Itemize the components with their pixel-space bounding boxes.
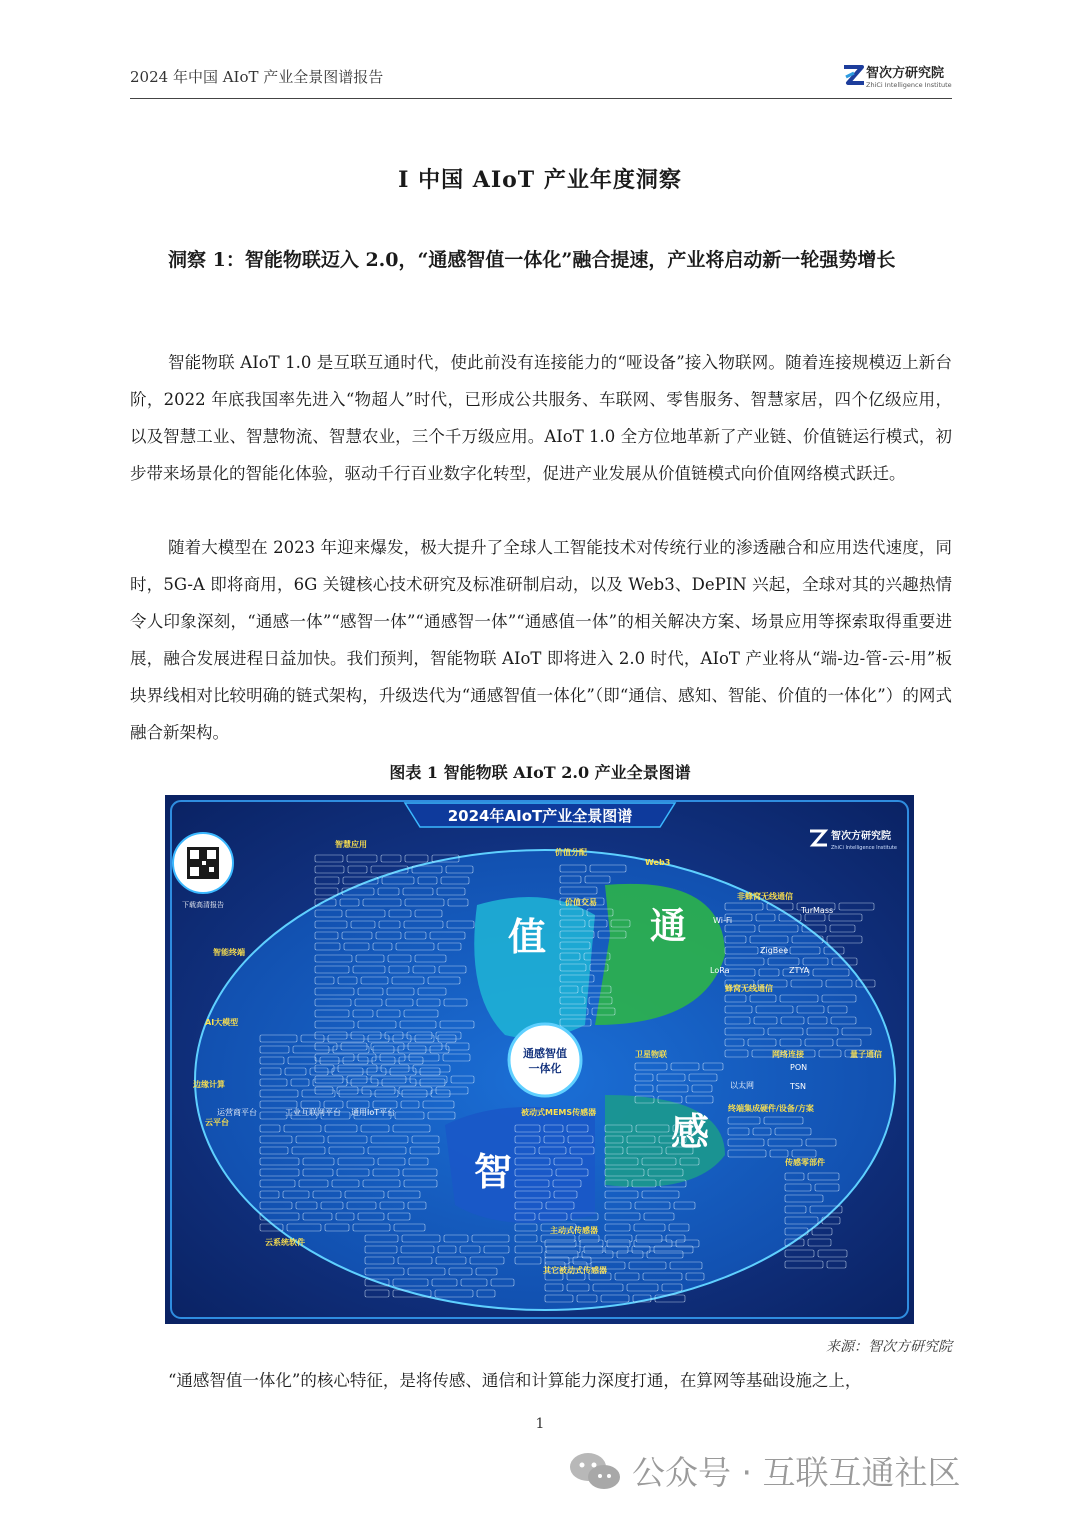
label-satellite: 卫星物联 bbox=[635, 1050, 667, 1059]
label-smart-hw: 智能终端 bbox=[213, 948, 245, 957]
label-ztya: ZTYA bbox=[789, 966, 810, 975]
comm-label: 通 bbox=[649, 906, 687, 947]
body-paragraph-3: “通感智值一体化”的核心特征，是将传感、通信和计算能力深度打通，在算网等基础设施之上， bbox=[168, 1371, 862, 1390]
logo-name: 智次方研究院 bbox=[866, 66, 945, 81]
label-ai-model: AI大模型 bbox=[205, 1018, 239, 1027]
institute-logo-icon bbox=[842, 63, 866, 89]
qr-label: 下载高清报告 bbox=[182, 901, 224, 909]
intel-label: 智 bbox=[473, 1150, 513, 1194]
figure-source: 来源：智次方研究院 bbox=[826, 1339, 952, 1355]
label-quantum: 量子通信 bbox=[850, 1050, 882, 1059]
wechat-watermark bbox=[566, 1445, 1046, 1495]
label-lora: LoRa bbox=[710, 966, 730, 975]
logo-tagline: ZhiCi Intelligence Institute bbox=[866, 81, 952, 89]
label-op-platform: 运营商平台 bbox=[217, 1108, 257, 1117]
body-paragraph-1: 智能物联 AIoT 1.0 是互联互通时代，使此前没有连接能力的“哑设备”接入物联网。随着连接规模迈上新台阶，2022 年底我国率先进入“物超人”时代，已形成公共服务、车联网、零售服务、智慧家居，四个亿级应用，以及智慧工业、智慧物流、智慧农业，三个千万级应用。AIoT 1.0 全方位地革新了产业链、价值链运行模式，初步带来场景化的智能化体验，驱动千行百业数字化转型，促进产业发展从价值链模式向价值网络模式跃迁。 bbox=[130, 353, 952, 483]
value-label: 值 bbox=[507, 915, 547, 959]
center-line-2: 一体化 bbox=[528, 1062, 562, 1075]
institute-logo bbox=[842, 60, 952, 94]
section-title: I 中国 AIoT 产业年度洞察 bbox=[398, 167, 682, 193]
label-lpwan: 非蜂窝无线通信 bbox=[737, 892, 793, 901]
document-title: 2024 年中国 AIoT 产业全景图谱报告 bbox=[130, 68, 384, 86]
body-paragraph-2: 随着大模型在 2023 年迎来爆发，极大提升了全球人工智能技术对传统行业的渗透融合和应用迭代速度，同时，5G-A 即将商用，6G 关键核心技术研究及标准研制启动，以及 Web3、DePIN 兴起，全球对其的兴趣热情令人印象深刻，“通感一体”“感智一体”“通感智一体”“通感值一体”的相关解决方案、场景应用等探索取得重要进展，融合发展进程日益加快。我们预判，智能物联 AIoT 即将进入 2.0 时代，AIoT 产业将从“端-边-管-云-用”板块界线相对比较明确的链式架构，升级迭代为“通感智值一体化”（即“通信、感知、智能、价值的一体化”）的网式融合新架构。 bbox=[130, 538, 952, 742]
figure-logo-name: 智次方研究院 bbox=[831, 831, 891, 842]
map-title: 2024年AIoT产业全景图谱 bbox=[447, 807, 633, 825]
label-smart-app: 智慧应用 bbox=[335, 840, 367, 849]
label-terminal: 终端集成硬件/设备/方案 bbox=[728, 1104, 814, 1113]
sense-label: 感 bbox=[670, 1110, 710, 1154]
watermark-text: 公众号 · 互联互通社区 bbox=[632, 1453, 961, 1492]
label-other-sensor: 其它被动式传感器 bbox=[543, 1266, 607, 1275]
label-tsn: TSN bbox=[790, 1082, 806, 1091]
label-ethernet: 以太网 bbox=[730, 1081, 754, 1090]
page-header bbox=[130, 58, 952, 99]
label-pon: PON bbox=[790, 1063, 808, 1072]
label-active: 主动式传感器 bbox=[550, 1226, 598, 1235]
label-cellular: 蜂窝无线通信 bbox=[725, 984, 773, 993]
label-mems: 被动式MEMS传感器 bbox=[521, 1108, 597, 1117]
page-number: 1 bbox=[535, 1416, 545, 1432]
aiot-panorama-figure bbox=[165, 795, 914, 1324]
label-network: 网络连接 bbox=[772, 1050, 804, 1059]
label-value-dist: 价值分配 bbox=[555, 848, 587, 857]
label-sensor-parts: 传感零部件 bbox=[785, 1158, 825, 1167]
center-line-1: 通感智值 bbox=[523, 1047, 567, 1060]
label-wifi: Wi-Fi bbox=[713, 916, 733, 925]
center-circle bbox=[509, 1024, 581, 1096]
label-zigbee: ZigBee bbox=[760, 946, 789, 955]
label-value-exchange: 价值交易 bbox=[565, 898, 597, 907]
wechat-icon bbox=[566, 1449, 624, 1493]
label-general-platform: 通用IoT平台 bbox=[351, 1108, 396, 1117]
figure-logo-tagline: ZhiCi Intelligence Institute bbox=[831, 845, 897, 851]
panorama-graphic bbox=[165, 795, 914, 1324]
label-cloud-sw: 云系统软件 bbox=[265, 1238, 305, 1247]
figure-caption: 图表 1 智能物联 AIoT 2.0 产业全景图谱 bbox=[389, 763, 691, 782]
label-industrial-internet: 工业互联网平台 bbox=[285, 1108, 341, 1117]
label-edge: 边缘计算 bbox=[193, 1080, 225, 1089]
label-cloud: 云平台 bbox=[205, 1118, 229, 1127]
label-web3: Web3 bbox=[645, 858, 671, 867]
insight-heading: 洞察 1：智能物联迈入 2.0，“通感智值一体化”融合提速，产业将启动新一轮强势增长 bbox=[168, 249, 896, 271]
label-turmass: TurMass bbox=[801, 906, 834, 915]
